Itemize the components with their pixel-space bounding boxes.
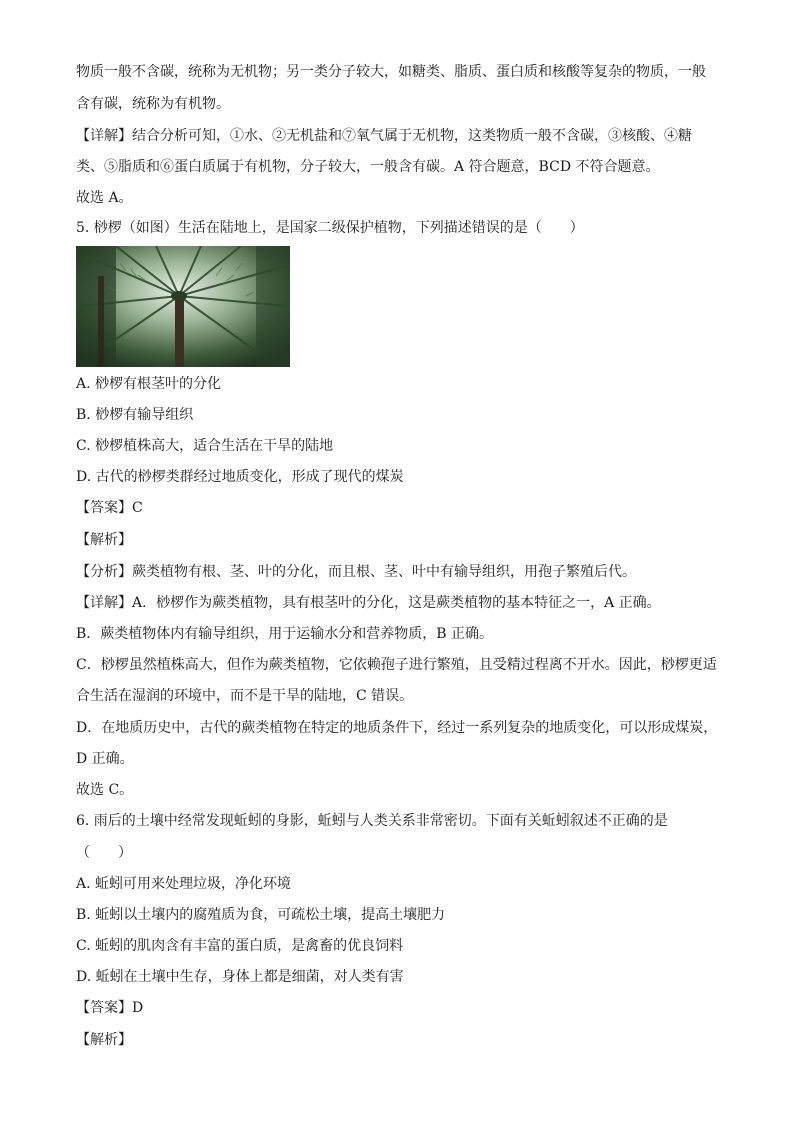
answer-label: 【答案】D <box>76 1000 144 1016</box>
paragraph-line: 含有碳，统称为有机物。 <box>76 96 230 112</box>
paragraph-line: 物质一般不含碳，统称为无机物；另一类分子较大，如糖类、脂质、蛋白质和核酸等复杂的物质，一般 <box>76 64 706 80</box>
alsophila-tree-fern-photo <box>76 246 290 367</box>
paragraph-line: D 正确。 <box>76 751 134 767</box>
analysis-label: 【解析】 <box>76 532 132 548</box>
paragraph-line: 【分析】蕨类植物有根、茎、叶的分化，而且根、茎、叶中有输导组织，用孢子繁殖后代。 <box>76 564 636 580</box>
paragraph-line: 合生活在湿润的环境中，而不是干旱的陆地，C 错误。 <box>76 688 414 704</box>
option-b: B. 桫椤有输导组织 <box>76 407 194 423</box>
option-d: D. 古代的桫椤类群经过地质变化，形成了现代的煤炭 <box>76 469 404 485</box>
paragraph-line: 类、⑤脂质和⑥蛋白质属于有机物，分子较大，一般含有碳。A 符合题意，BCD 不符合题意。 <box>76 159 660 175</box>
analysis-label: 【解析】 <box>76 1032 132 1048</box>
option-a: A. 桫椤有根茎叶的分化 <box>76 376 222 392</box>
option-c: C. 蚯蚓的肌肉含有丰富的蛋白质，是禽畜的优良饲料 <box>76 938 404 954</box>
paragraph-line: D．在地质历史中，古代的蕨类植物在特定的地质条件下，经过一系列复杂的地质变化，可以形成煤炭， <box>76 720 718 736</box>
answer-label: 【答案】C <box>76 500 143 516</box>
paragraph-line: B．蕨类植物体内有输导组织，用于运输水分和营养物质，B 正确。 <box>76 626 494 642</box>
option-d: D. 蚯蚓在土壤中生存，身体上都是细菌，对人类有害 <box>76 969 404 985</box>
question-6-stem: 6. 雨后的土壤中经常发现蚯蚓的身影，蚯蚓与人类关系非常密切。下面有关蚯蚓叙述不正确的是 <box>76 813 668 829</box>
option-b: B. 蚯蚓以土壤内的腐殖质为食，可疏松土壤，提高土壤肥力 <box>76 907 446 923</box>
paragraph-line: 故选 A。 <box>76 190 133 206</box>
option-a: A. 蚯蚓可用来处理垃圾，净化环境 <box>76 876 292 892</box>
paragraph-line: C．桫椤虽然植株高大，但作为蕨类植物，它依赖孢子进行繁殖，且受精过程离不开水。因此，桫椤更适 <box>76 657 717 673</box>
paragraph-line: （ ） <box>76 845 132 861</box>
paragraph-line: 故选 C。 <box>76 782 134 798</box>
paragraph-line: 【详解】结合分析可知，①水、②无机盐和⑦氧气属于无机物，这类物质一般不含碳，③核酸、④糖 <box>76 128 692 144</box>
question-5-stem: 5. 桫椤（如图）生活在陆地上，是国家二级保护植物，下列描述错误的是（ ） <box>76 220 584 236</box>
paragraph-line: 【详解】A．桫椤作为蕨类植物，具有根茎叶的分化，这是蕨类植物的基本特征之一，A 正确。 <box>76 595 661 611</box>
option-c: C. 桫椤植株高大，适合生活在干旱的陆地 <box>76 438 334 454</box>
